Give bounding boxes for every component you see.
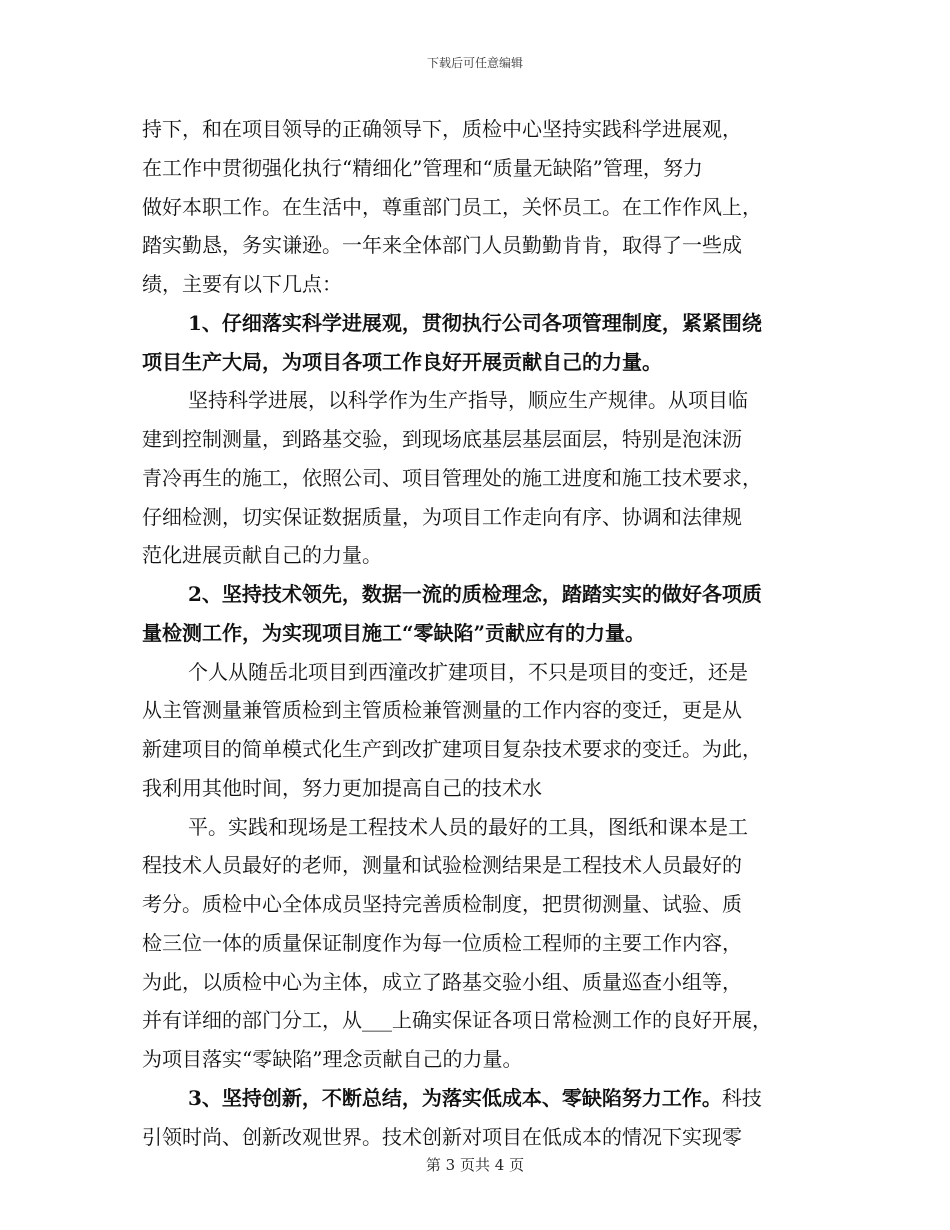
text-line: 从主管测量兼管质检到主管质检兼管测量的工作内容的变迁，更是从	[142, 698, 742, 723]
page-header: 下载后可任意编辑	[426, 56, 523, 70]
text-line: 引领时尚、创新改观世界。技术创新对项目在低成本的情况下实现零	[142, 1124, 742, 1149]
text-line: 为此，以质检中心为主体，成立了路基交验小组、质量巡查小组等，	[142, 969, 742, 994]
text-line: 仔细检测，切实保证数据质量，为项目工作走向有序、协调和法律规	[142, 504, 742, 529]
text-line: 持下，和在项目领导的正确领导下，质检中心坚持实践科学进展观，	[142, 117, 742, 141]
text-line: 新建项目的简单模式化生产到改扩建项目复杂技术要求的变迁。为此，	[142, 737, 762, 761]
section-heading-1-cont: 项目生产大局，为项目各项工作良好开展贡献自己的力量。	[142, 349, 662, 374]
text-line: 考分。质检中心全体成员坚持完善质检制度，把贯彻测量、试验、质	[142, 892, 742, 916]
text-line: 绩，主要有以下几点：	[142, 272, 342, 296]
page-footer: 第 3 页共 4 页	[425, 1156, 525, 1174]
section-heading-1: 1、仔细落实科学进展观，贯彻执行公司各项管理制度，紧紧围绕	[188, 310, 762, 335]
section-heading-3-line	[142, 1079, 812, 1118]
section-heading-2-cont: 量检测工作，为实现项目施工“零缺陷”贡献应有的力量。	[142, 620, 646, 645]
text-line: 个人从随岳北项目到西潼改扩建项目，不只是项目的变迁，还是	[188, 659, 748, 684]
text-line: 为项目落实“零缺陷”理念贡献自己的力量。	[142, 1047, 523, 1071]
document-body	[142, 110, 812, 1156]
text-line: 在工作中贯彻强化执行“精细化”管理和“质量无缺陷”管理，努力	[142, 155, 703, 180]
text-line: 踏实勤恳，务实谦逊。一年来全体部门人员勤勤肯肯，取得了一些成	[142, 233, 742, 258]
text-line: 坚持科学进展，以科学作为生产指导，顺应生产规律。从项目临	[188, 388, 748, 413]
text-line: 程技术人员最好的老师，测量和试验检测结果是工程技术人员最好的	[142, 853, 742, 878]
text-line: 做好本职工作。在生活中，尊重部门员工，关怀员工。在工作作风上，	[142, 194, 762, 219]
text-line: 平。实践和现场是工程技术人员的最好的工具，图纸和课本是工	[188, 814, 748, 839]
text-line: 范化进展贡献自己的力量。	[142, 543, 382, 568]
text-line: 青冷再生的施工，依照公司、项目管理处的施工进度和施工技术要求，	[142, 465, 762, 490]
text-line: 检三位一体的质量保证制度作为每一位质检工程师的主要工作内容，	[142, 930, 742, 955]
section-heading-2: 2、坚持技术领先，数据一流的质检理念，踏踏实实的做好各项质	[188, 582, 762, 606]
text-line: 建到控制测量，到路基交验，到现场底基层基层面层，特别是泡沫沥	[142, 427, 742, 451]
text-line: 并有详细的部门分工，从___上确实保证各项日常检测工作的良好开展，	[142, 1008, 772, 1033]
text-line: 我利用其他时间，努力更加提高自己的技术水	[142, 775, 542, 800]
section-heading-3: 3、坚持创新，不断总结，为落实低成本、零缺陷努力工作。	[188, 1085, 722, 1110]
heading-3-trailing-text: 科技	[721, 1085, 762, 1110]
